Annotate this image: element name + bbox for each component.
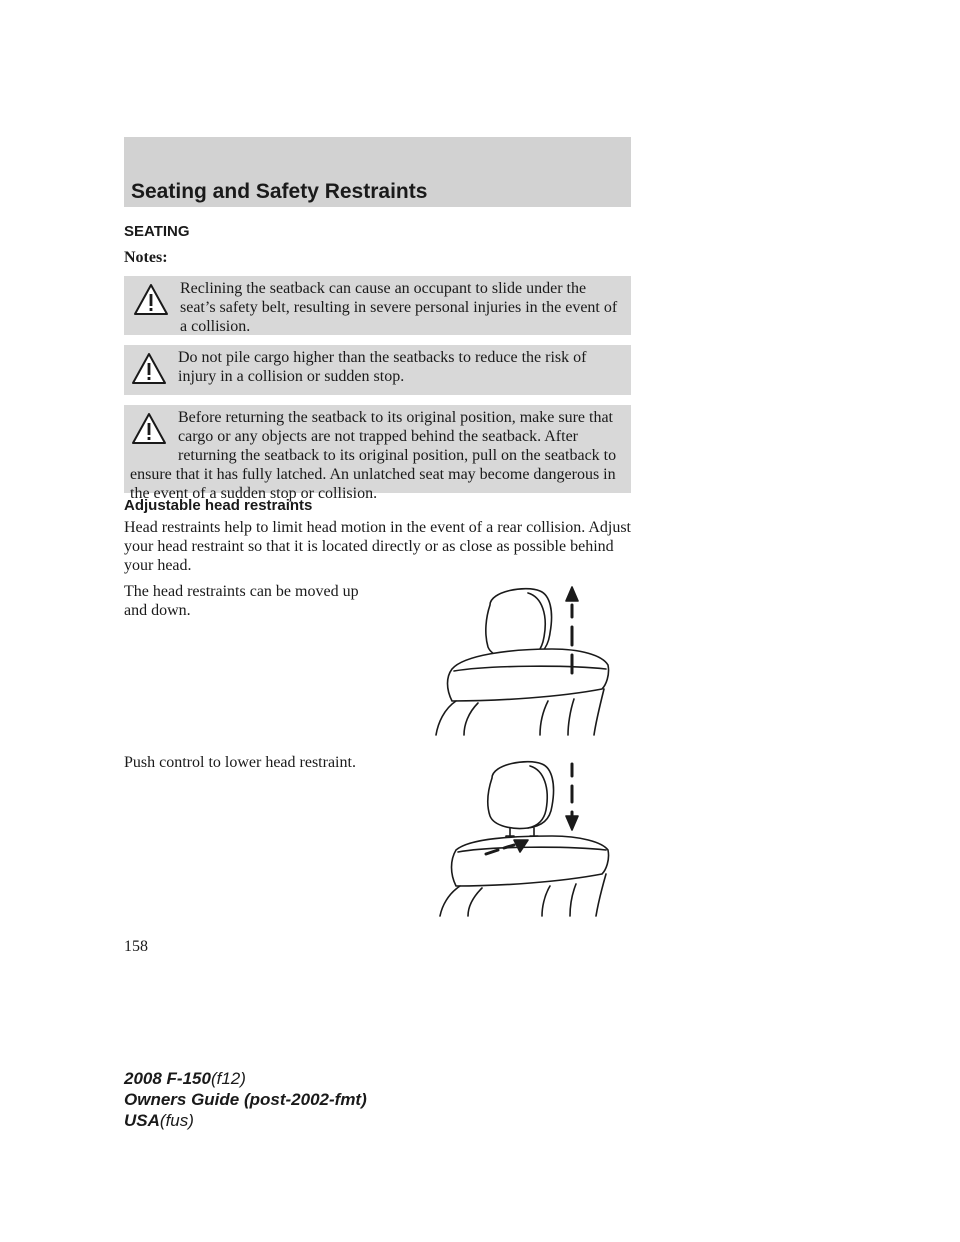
warning-triangle-icon xyxy=(130,350,168,388)
intro-paragraph: Head restraints help to limit head motion in the event of a rear collision. Adjust your head restraint so that it is located directly or as close as possible behind your head. xyxy=(124,519,631,574)
warning-text: Reclining the seatback can cause an occupant to slide under the seat’s safety belt, resulting in severe personal injuries in the event of a collision. xyxy=(180,280,618,335)
warning-text: Do not pile cargo higher than the seatbacks to reduce the risk of injury in a collision or sudden stop. xyxy=(178,349,587,385)
lower-paragraph: Push control to lower head restraint. xyxy=(124,754,356,771)
section-heading: SEATING xyxy=(124,223,190,240)
footer-model: 2008 F-150 xyxy=(124,1069,211,1088)
footer-code: (fus) xyxy=(159,1111,194,1130)
footer-code: (f12) xyxy=(210,1069,246,1088)
warning-triangle-icon xyxy=(132,281,170,319)
warning-box xyxy=(124,345,631,395)
footer-line xyxy=(124,1068,367,1089)
warning-text: Before returning the seatback to its original position, make sure that cargo or any objects are not trapped behind the seatback. After returning the seatback to its original position, pull on the seatback to ensure that it has fully latched. An unlatched seat may become dangerous in the event of a sudden stop or collision. xyxy=(130,409,617,502)
warning-triangle-icon xyxy=(130,410,168,448)
head-restraint-lower-illustration xyxy=(430,758,630,918)
warning-box xyxy=(124,405,631,502)
warning-box xyxy=(124,276,631,335)
subsection-heading: Adjustable head restraints xyxy=(124,497,313,514)
footer-guide: Owners Guide (post-2002-fmt) xyxy=(124,1090,367,1109)
footer-line xyxy=(124,1110,367,1131)
page-number: 158 xyxy=(124,938,148,955)
footer-market: USA xyxy=(124,1111,160,1130)
document-footer xyxy=(124,1068,367,1131)
head-restraint-raise-illustration xyxy=(430,585,630,737)
footer-line xyxy=(124,1089,367,1110)
chapter-title: Seating and Safety Restraints xyxy=(131,180,428,203)
notes-label: Notes: xyxy=(124,249,168,266)
move-paragraph: The head restraints can be moved up and down. xyxy=(124,583,359,619)
